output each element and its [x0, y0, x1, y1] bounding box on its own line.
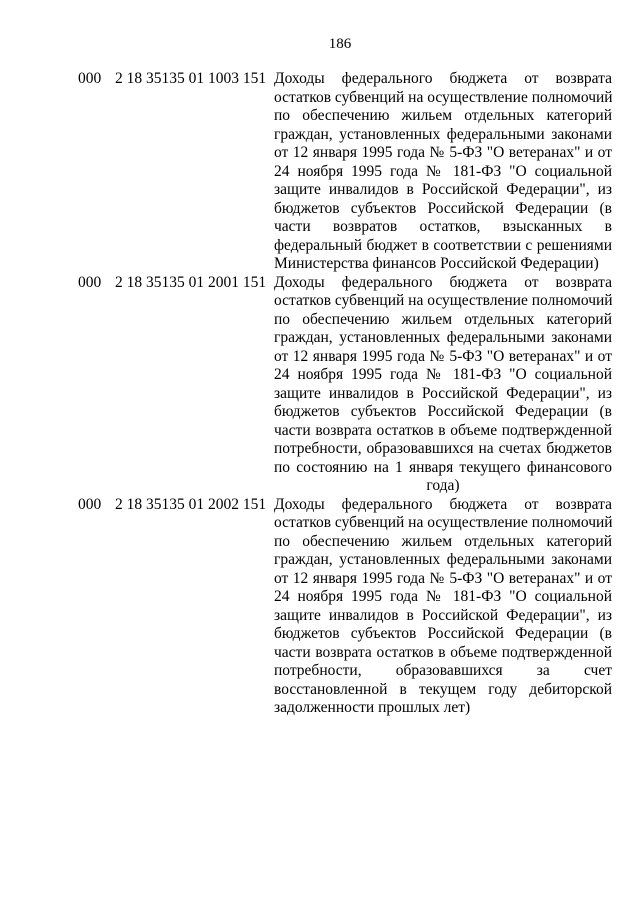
description-line: задолженности прошлых лет) [274, 699, 471, 716]
description-line: части возврата остатков в объеме подтвержденной [274, 421, 612, 439]
description-line: бюджетов субъектов Российской Федерации (в [274, 403, 612, 420]
admin-code: 000 [78, 70, 102, 87]
description-line: части возвратов остатков, взысканных в [274, 218, 612, 235]
description-line: части возврата остатков в объеме подтвержденной [274, 643, 612, 661]
budget-code: 2 18 35135 01 1003 151 [115, 70, 267, 87]
description-line: бюджетов субъектов Российской Федерации (в [274, 199, 612, 217]
table-row [78, 70, 612, 274]
description-line: по обеспечению жильем отдельных категорий [274, 310, 612, 328]
description-line: года) [426, 477, 460, 494]
description-line: по обеспечению жильем отдельных категорий [274, 532, 612, 550]
description-line: Министерства финансов Российской Федерации) [274, 255, 599, 272]
description-line: граждан, установленных федеральными законами [274, 329, 612, 346]
budget-code: 2 18 35135 01 2002 151 [115, 495, 267, 513]
description-line: защите инвалидов в Российской Федерации", из [274, 181, 612, 198]
description-line: по состоянию на 1 января текущего финансового [274, 458, 612, 476]
description-line: защите инвалидов в Российской Федерации", из [274, 606, 612, 624]
description-line: Доходы федерального бюджета от возврата [274, 495, 612, 513]
table-row [78, 274, 612, 496]
budget-classification-table [78, 70, 612, 718]
admin-code: 000 [78, 273, 102, 291]
description-line: потребности, образовавшихся за счет [274, 662, 612, 679]
description-line: Доходы федерального бюджета от возврата [274, 70, 612, 87]
description-line: 24 ноября 1995 года № 181-ФЗ "О социальной [274, 162, 612, 180]
description-line: от 12 января 1995 года № 5-ФЗ "О ветеранах" и от [274, 569, 612, 587]
row-description [274, 496, 612, 718]
description-line: граждан, установленных федеральными законами [274, 125, 612, 143]
description-line: потребности, образовавшихся на счетах бюджетов [274, 440, 612, 457]
description-line: восстановленной в текущем году дебиторской [274, 680, 612, 698]
description-line: остатков субвенций на осуществление полномочий [274, 292, 613, 309]
page-number: 186 [328, 36, 352, 52]
description-line: граждан, установленных федеральными законами [274, 551, 612, 568]
description-line: 24 ноября 1995 года № 181-ФЗ "О социальной [274, 588, 612, 605]
admin-code: 000 [78, 495, 102, 513]
description-line: защите инвалидов в Российской Федерации", из [274, 384, 612, 402]
description-line: от 12 января 1995 года № 5-ФЗ "О ветеранах" и от [274, 347, 612, 365]
row-description [274, 274, 612, 496]
row-description [274, 70, 612, 274]
description-line: остатков субвенций на осуществление полномочий [274, 88, 613, 106]
description-line: 24 ноября 1995 года № 181-ФЗ "О социальной [274, 366, 612, 383]
description-line: остатков субвенций на осуществление полномочий [274, 514, 613, 531]
table-row [78, 496, 612, 718]
description-line: бюджетов субъектов Российской Федерации (в [274, 625, 612, 642]
budget-code: 2 18 35135 01 2001 151 [115, 273, 267, 291]
description-line: по обеспечению жильем отдельных категорий [274, 107, 612, 124]
description-line: от 12 января 1995 года № 5-ФЗ "О ветеранах" и от [274, 144, 612, 161]
description-line: федеральный бюджет в соответствии с решениями [274, 236, 612, 254]
description-line: Доходы федерального бюджета от возврата [274, 273, 612, 291]
